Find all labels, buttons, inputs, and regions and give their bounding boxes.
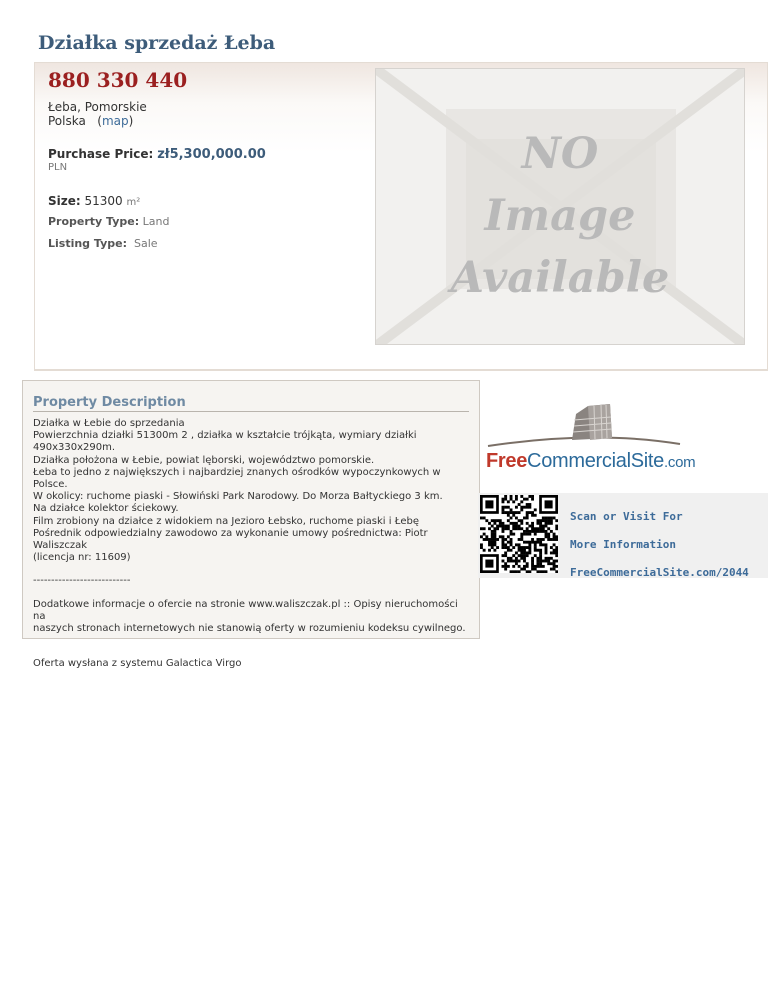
description-extra-line: naszych stronach internetowych nie stanowią oferty w rozumieniu kodeksu cywilnego. [33,623,466,635]
description-line: W okolicy: ruchome piaski - Słowiński Park Narodowy. Do Morza Bałtyckiego 3 km. [33,491,443,503]
size-label: Size: [48,194,81,208]
currency: PLN [48,162,68,173]
city: Łeba, [48,100,81,114]
phone-number: 880 330 440 [48,68,188,92]
brand-wordmark [486,450,695,473]
description-line: Pośrednik odpowiedzialny zawodowo za wykonanie umowy pośrednictwa: Piotr Waliszczak [33,527,428,552]
description-line: Na działce kolektor ściekowy. [33,503,179,515]
property-type-label: Property Type: [48,215,140,228]
property-type [48,215,170,228]
size-value: 51300 [84,194,123,208]
description-footer: Oferta wysłana z systemu Galactica Virgo [33,658,242,670]
region: Pomorskie [84,100,147,114]
description-line: (licencja nr: 11609) [33,552,131,564]
page-title: Działka sprzedaż Łeba [38,32,276,54]
no-image-line-3: Available [450,253,670,303]
brand-dotcom: .com [664,454,696,471]
size [48,194,140,208]
description-heading: Property Description [33,395,469,412]
map-link[interactable]: map [101,114,129,128]
purchase-price [48,147,266,162]
scan-url[interactable]: FreeCommercialSite.com/2044 [570,566,749,579]
description-body [33,418,473,670]
property-type-value: Land [142,215,170,228]
description-line: Działka w Łebie do sprzedania [33,418,185,429]
size-unit: m² [126,197,141,208]
no-image-placeholder [375,68,745,345]
country: Polska [48,114,86,128]
freecommercialsite-logo[interactable] [484,400,706,476]
divider [34,370,768,371]
listing-type-label: Listing Type: [48,237,127,250]
building-icon [484,400,706,452]
listing-type-value: Sale [134,237,158,250]
description-extra-line: Dodatkowe informacje o ofercie na stronie www.waliszczak.pl :: Opisy nieruchomości na [33,598,458,622]
no-image-line-2: Image [484,191,636,241]
price-label: Purchase Price: [48,147,154,161]
no-image-text [376,123,744,309]
address-line-2: Polska (map) [48,114,134,128]
description-line: Film zrobiony na działce z widokiem na Jezioro Łebsko, ruchome piaski i Łebę [33,515,419,527]
listing-type [48,237,158,250]
scan-line-1: Scan or Visit For [570,510,683,523]
address [48,100,147,128]
brand-commercial: CommercialSite [527,450,664,472]
description-line: Działka położona w Łebie, powiat lęborski, województwo pomorskie. [33,454,375,466]
no-image-line-1: NO [521,129,599,179]
description-line: Łeba to jedno z największych i najbardziej znanych ośrodków wypoczynkowych w Polsce. [33,466,441,491]
qr-code-graphic [480,495,558,573]
brand-free: Free [486,450,528,472]
description-line: Powierzchnia działki 51300m 2 , działka w kształcie trójkąta, wymiary działki 490x330x290m. [33,430,417,454]
scan-line-2: More Information [570,538,676,551]
price-value: zł5,300,000.00 [157,147,266,162]
address-line-1 [48,100,147,114]
description-separator: --------------------------- [33,575,131,587]
qr-code-icon[interactable] [480,495,558,573]
